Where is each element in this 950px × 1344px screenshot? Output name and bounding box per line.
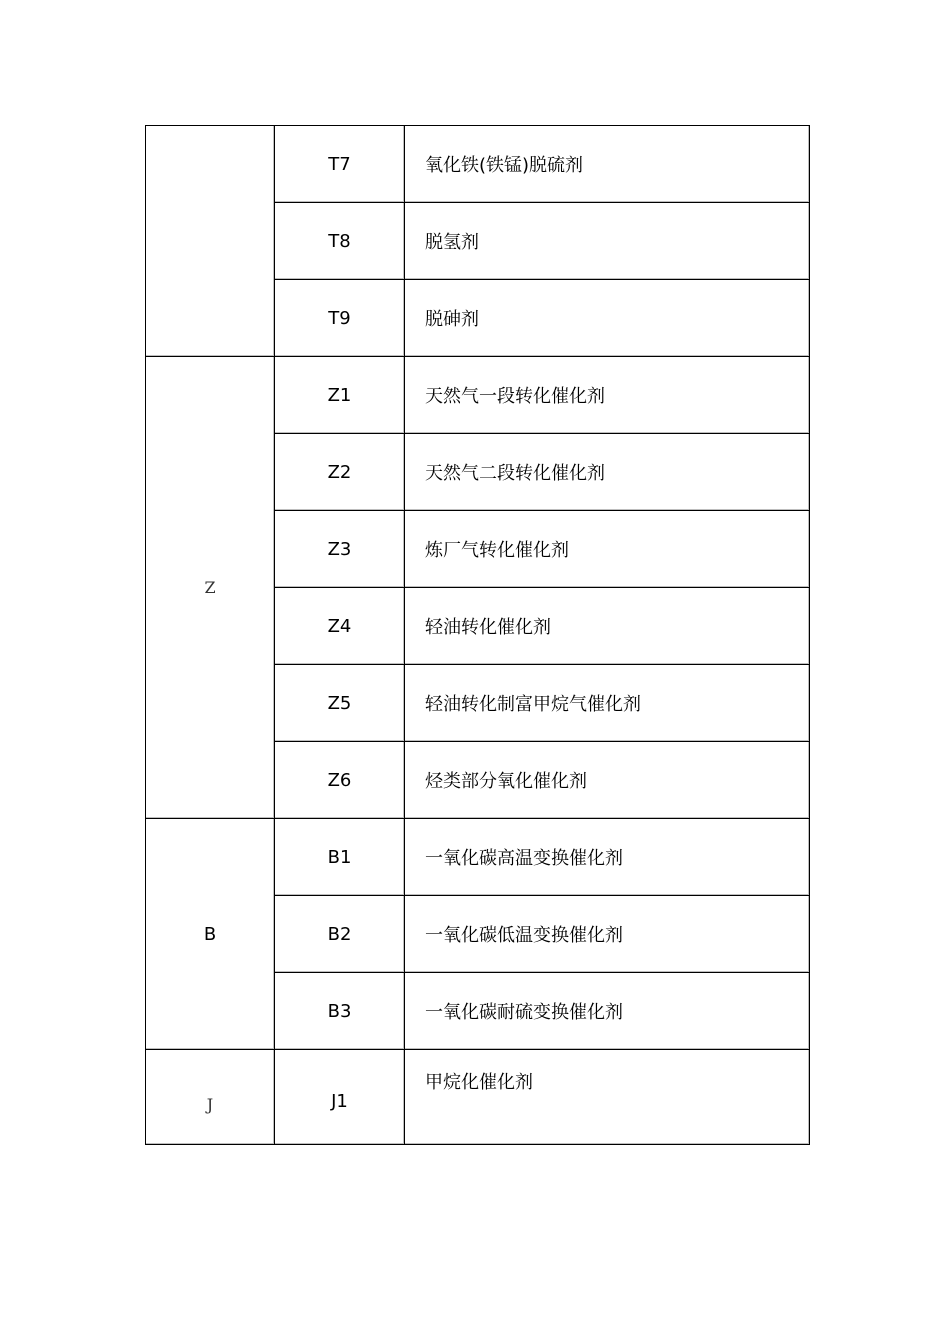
name-cell: 一氧化碳高温变换催化剂: [405, 819, 809, 896]
name-cell: 氧化铁(铁锰)脱硫剂: [405, 126, 809, 203]
name-cell: 一氧化碳低温变换催化剂: [405, 896, 809, 973]
table-row: [146, 1050, 809, 1144]
table-row: [146, 819, 809, 896]
code-cell: B1: [275, 819, 405, 896]
name-cell: 炼厂气转化催化剂: [405, 511, 809, 588]
code-cell: B2: [275, 896, 405, 973]
code-cell: Z4: [275, 588, 405, 665]
table-row: [146, 357, 809, 434]
code-cell: B3: [275, 973, 405, 1050]
group-cell-b: B: [146, 819, 275, 1050]
name-cell: 脱氢剂: [405, 203, 809, 280]
name-cell: 轻油转化催化剂: [405, 588, 809, 665]
name-cell: 烃类部分氧化催化剂: [405, 742, 809, 819]
name-cell: 脱砷剂: [405, 280, 809, 357]
code-cell: T9: [275, 280, 405, 357]
code-cell: Z2: [275, 434, 405, 511]
name-cell: 轻油转化制富甲烷气催化剂: [405, 665, 809, 742]
group-cell-j: J: [146, 1050, 275, 1144]
name-cell: 甲烷化催化剂: [405, 1050, 809, 1144]
code-cell: Z1: [275, 357, 405, 434]
catalyst-code-table: [145, 125, 810, 1145]
name-cell: 一氧化碳耐硫变换催化剂: [405, 973, 809, 1050]
name-cell: 天然气一段转化催化剂: [405, 357, 809, 434]
code-cell: T8: [275, 203, 405, 280]
code-cell: Z3: [275, 511, 405, 588]
group-cell-z: Z: [146, 357, 275, 819]
code-cell: J1: [275, 1050, 405, 1144]
name-cell: 天然气二段转化催化剂: [405, 434, 809, 511]
group-cell-blank: [146, 126, 275, 357]
code-cell: Z5: [275, 665, 405, 742]
code-cell: Z6: [275, 742, 405, 819]
code-cell: T7: [275, 126, 405, 203]
table-row: [146, 126, 809, 203]
